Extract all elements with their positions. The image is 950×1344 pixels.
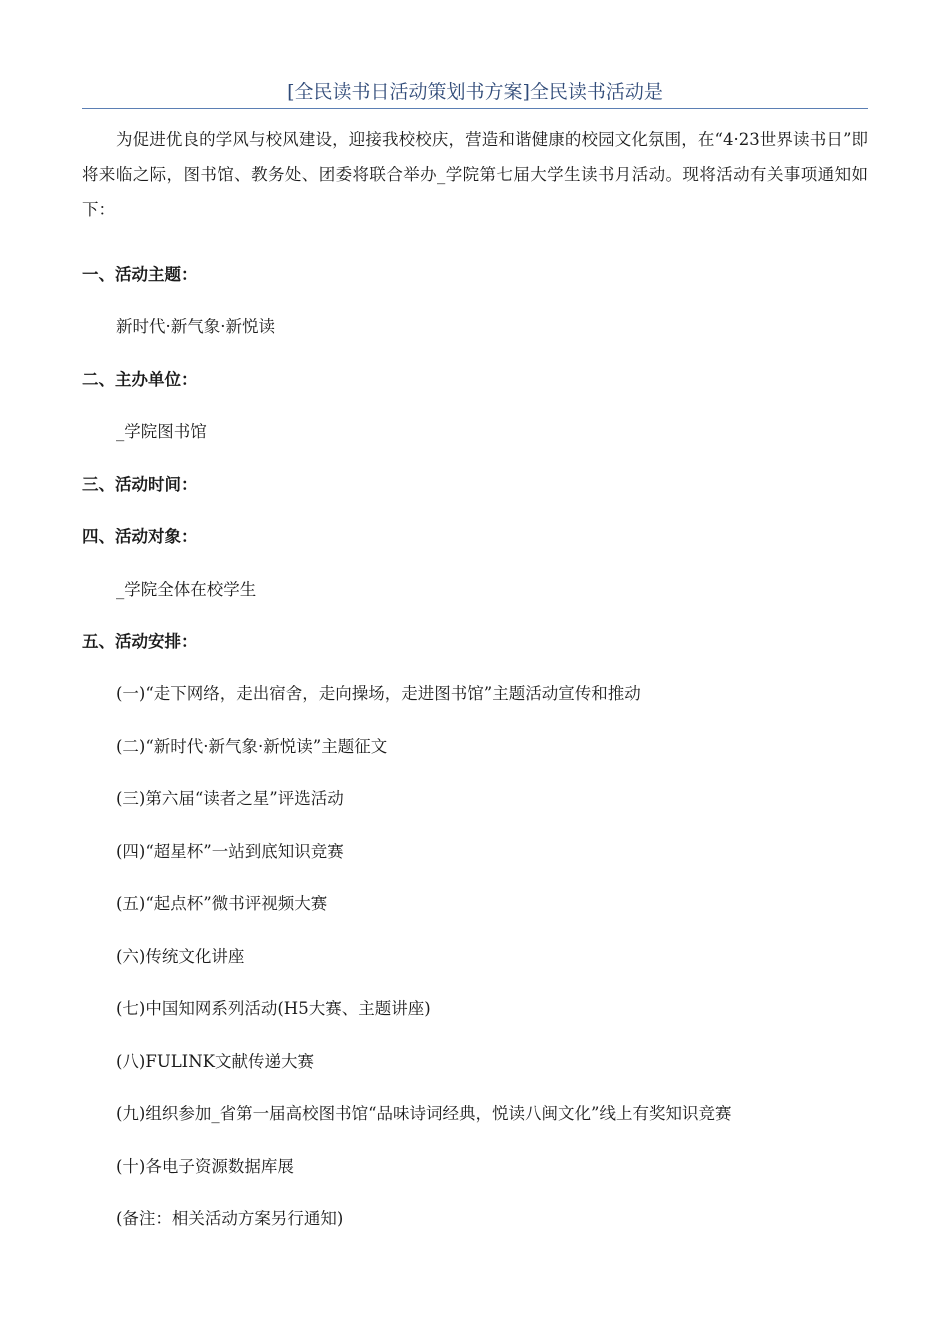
- arrangement-item: (七)中国知网系列活动(H5大赛、主题讲座): [116, 999, 431, 1018]
- audience-content: _学院全体在校学生: [116, 580, 257, 599]
- heading-audience: 四、活动对象：: [82, 527, 198, 546]
- arrangement-item: (八)FULINK文献传递大赛: [116, 1052, 314, 1071]
- heading-theme: 一、活动主题：: [82, 265, 198, 284]
- intro-paragraph: 为促进优良的学风与校风建设，迎接我校校庆，营造和谐健康的校园文化氛围，在“4·23世界读书日”即将来临之际，图书馆、教务处、团委将联合举办_学院第七届大学生读书月活动。现将活动有关事项通知如下：: [82, 130, 868, 219]
- arrangement-item: (二)“新时代·新气象·新悦读”主题征文: [116, 737, 388, 756]
- arrangement-note: (备注：相关活动方案另行通知): [116, 1209, 344, 1228]
- heading-time: 三、活动时间：: [82, 475, 198, 494]
- arrangement-item: (九)组织参加_省第一届高校图书馆“品味诗词经典，悦读八闽文化”线上有奖知识竞赛: [116, 1104, 732, 1123]
- organizer-content: _学院图书馆: [116, 422, 207, 441]
- heading-organizer: 二、主办单位：: [82, 370, 198, 389]
- heading-arrangement: 五、活动安排：: [82, 632, 198, 651]
- theme-content: 新时代·新气象·新悦读: [116, 317, 275, 336]
- arrangement-item: (四)“超星杯”一站到底知识竞赛: [116, 842, 344, 861]
- document-title: [全民读书日活动策划书方案]全民读书活动是: [82, 78, 868, 109]
- arrangement-item: (三)第六届“读者之星”评选活动: [116, 789, 344, 808]
- arrangement-item: (六)传统文化讲座: [116, 947, 245, 966]
- arrangement-item: (十)各电子资源数据库展: [116, 1157, 294, 1176]
- arrangement-item: (一)“走下网络，走出宿舍，走向操场，走进图书馆”主题活动宣传和推动: [116, 684, 641, 703]
- arrangement-item: (五)“起点杯”微书评视频大赛: [116, 894, 328, 913]
